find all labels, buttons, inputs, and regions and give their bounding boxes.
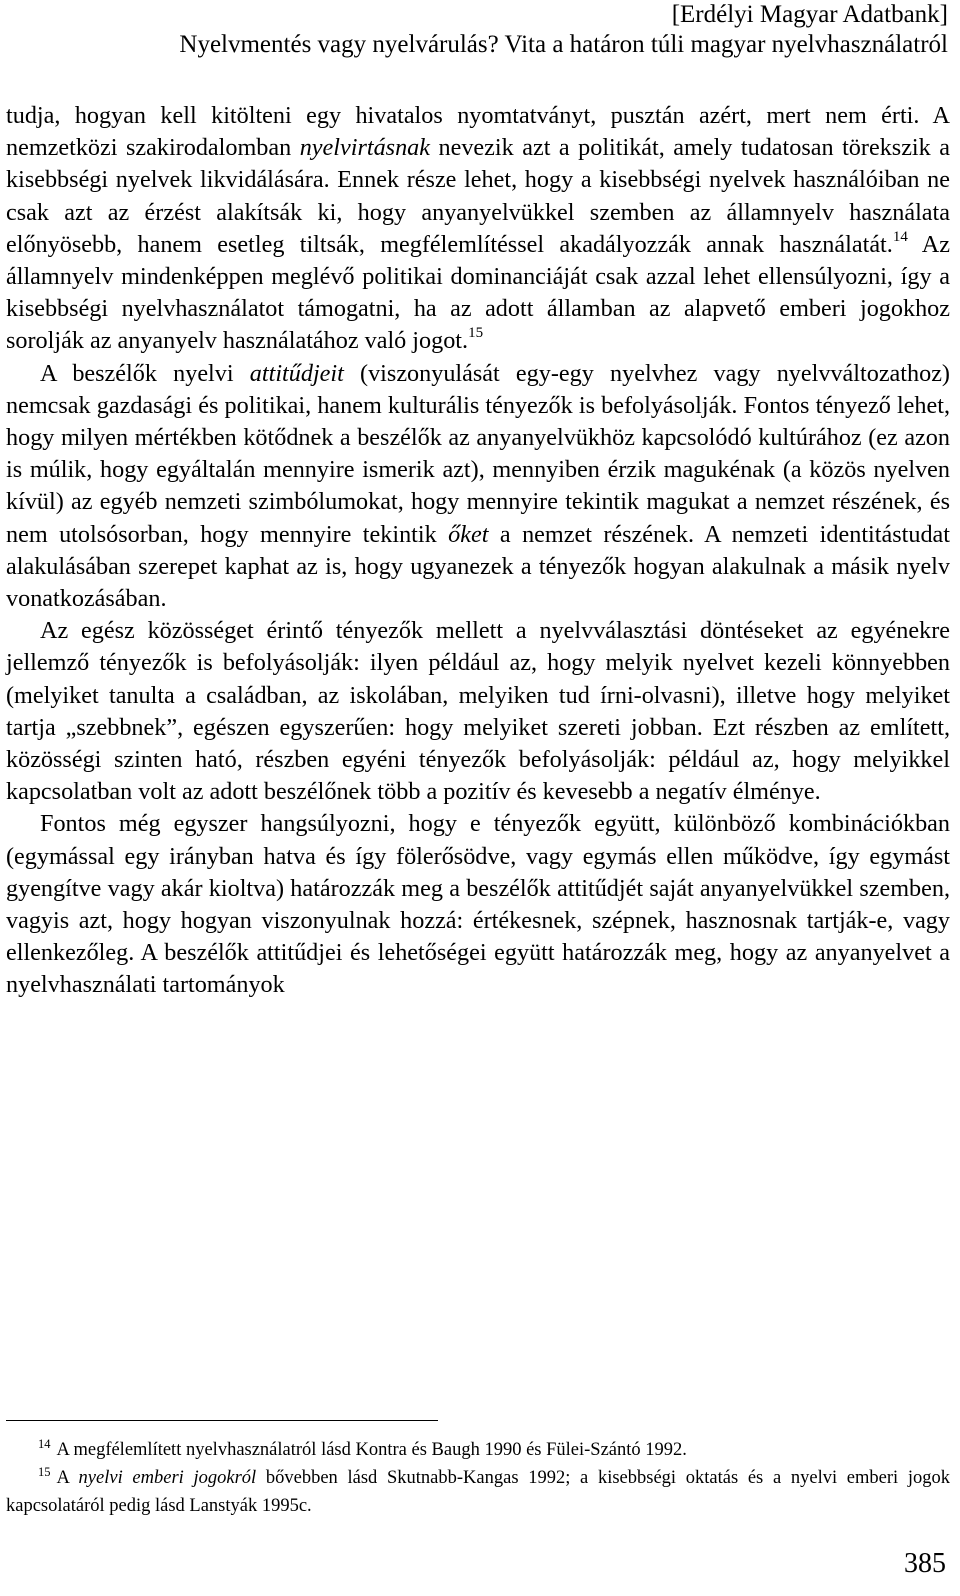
header-title: Nyelvmentés vagy nyelvárulás? Vita a határon túli magyar nyelvhasználatról bbox=[179, 31, 948, 58]
paragraph-1: tudja, hogyan kell kitölteni egy hivatalos nyomtatványt, pusztán azért, mert nem érti. A nemzetközi szakirodalomban nyelvirtásnak nevezik azt a politikát, amely tudatosan törekszik a kisebbségi nyelvek likvidálására. Ennek része lehet, hogy a kisebbségi nyelvek használóiban ne csak azt az érzést alakítsák ki, hogy anyanyelvükkel szemben az államnyelv használata előnyösebb, hanem esetleg tiltsák, megfélemlítéssel akadályozzák annak használatát.$^{14}$ Az államnyelv mindenképpen meglévő politikai dominanciáját csak azzal lehet ellensúlyozni, így a kisebbségi nyelvhasználatot támogatni, ha az adott államban az alapvető emberi jogokhoz sorolják az anyanyelv használatához való jogot.$^{15}$ bbox=[6, 102, 950, 355]
emphasis-term: nyelvirtásnak bbox=[299, 134, 431, 162]
footnote-15: $^{15}$ A nyelvi emberi jogokról bővebben lásd Skutnabb-Kangas 1992; a kisebbségi oktatás és a nyelvi emberi jogok kapcsolatáról pedig lásd Lanstyák 1995c. bbox=[6, 1464, 950, 1516]
emphasis-term: attitűdjeit bbox=[249, 359, 344, 387]
footnote-ref-14[interactable]: 14 bbox=[892, 228, 908, 245]
emphasis-term: nyelvi emberi jogokról bbox=[78, 1468, 257, 1488]
paragraph-3: Az egész közösséget érintő tényezők mellett a nyelvválasztási döntéseket az egyénekre jellemző tényezők is befolyásolják: ilyen például az, hogy melyik nyelvet kezeli könnyebben (melyiket tanulta a családban, az iskolában, melyiken tud írni-olvasni), illetve hogy melyiket tartja „szebbnek”, egészen egyszerűen: hogy melyiket szereti jobban. Ezt részben az említett, közösségi szinten ható, részben egyéni tényezők befolyásolják: például az, hogy melyikkel kapcsolatban volt az adott beszélőnek több a pozitív és kevesebb a negatív élménye. bbox=[6, 617, 950, 806]
footnote-number: 14 bbox=[38, 1436, 51, 1451]
footnote-number: 15 bbox=[38, 1464, 51, 1479]
footnotes bbox=[6, 1436, 950, 1520]
footnote-divider bbox=[6, 1420, 438, 1421]
footnote-ref-15[interactable]: 15 bbox=[468, 325, 484, 342]
page-header bbox=[0, 0, 948, 60]
header-source: [Erdélyi Magyar Adatbank] bbox=[671, 1, 948, 28]
footnote-14: $^{14}$ A megfélemlített nyelvhasználatról lásd Kontra és Baugh 1990 és Fülei-Szántó 1992. bbox=[38, 1436, 687, 1460]
main-text bbox=[6, 100, 950, 1002]
emphasis-term: őket bbox=[448, 520, 489, 548]
page-number: 385 bbox=[904, 1548, 946, 1579]
paragraph-4: Fontos még egyszer hangsúlyozni, hogy e tényezők együtt, különböző kombinációkban (egymással egy irányban hatva és így fölerősödve, vagy egymás ellen működve, így egymást gyengítve vagy akár kioltva) határozzák meg a beszélők attitűdjét saját anyanyelvükkel szemben, vagyis azt, hogy hogyan viszonyulnak hozzá: értékesnek, szépnek, hasznosnak tartják-e, vagy ellenkezőleg. A beszélők attitűdjei és lehetőségei együtt határozzák meg, hogy az anyanyelvet a nyelvhasználati tartományok bbox=[6, 810, 950, 999]
paragraph-2: A beszélők nyelvi attitűdjeit (viszonyulását egy-egy nyelvhez vagy nyelvváltozathoz) nemcsak gazdasági és politikai, hanem kulturális tényezők is befolyásolják. Fontos tényező lehet, hogy milyen mértékben kötődnek a beszélők az anyanyelvükhöz kapcsolódó kultúrához (ez azon is múlik, hogy egyáltalán mennyire ismerik azt), mennyiben érzik magukénak (a közös nyelven kívül) az egyéb nemzeti szimbólumokat, hogy mennyire tekintik magukat a nemzet részének, és nem utolsósorban, hogy mennyire tekintik őket a nemzet részének. A nemzeti identitástudat alakulásában szerepet kaphat az is, hogy ugyanezek a tényezők hogyan alakulnak a másik nyelv vonatkozásában. bbox=[6, 359, 951, 613]
